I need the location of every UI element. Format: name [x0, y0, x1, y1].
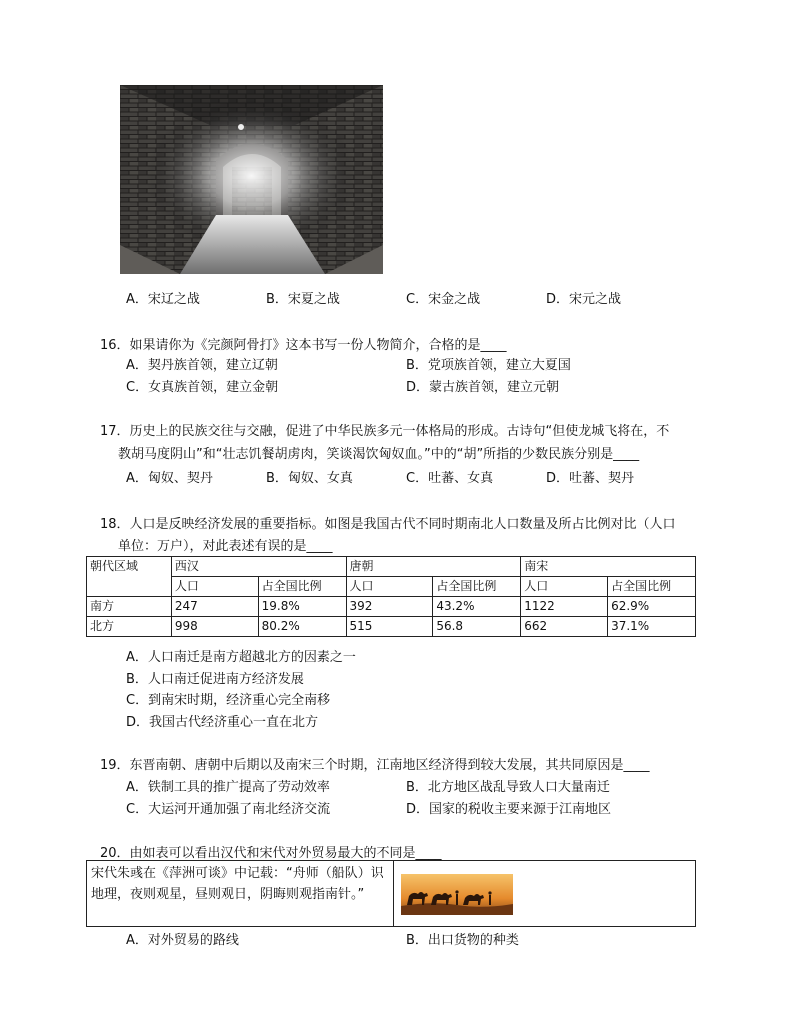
q17-option-b: B．匈奴、女真	[266, 471, 353, 486]
table-cell: 56.8	[433, 617, 521, 637]
q15-option-b: B．宋夏之战	[266, 292, 340, 307]
q19-option-d: D．国家的税收主要来源于江南地区	[406, 802, 612, 817]
q17-option-d: D．吐蕃、契丹	[546, 471, 635, 486]
table-cell: 998	[171, 617, 258, 637]
table-cell: 62.9%	[608, 597, 696, 617]
table-row	[87, 597, 696, 617]
q18-option-a: A．人口南迁是南方超越北方的因素之一	[126, 650, 356, 665]
column-header: 占全国比例	[258, 577, 346, 597]
dynasty-header: 西汉	[171, 557, 346, 577]
table-cell: 662	[521, 617, 608, 637]
table-cell: 19.8%	[258, 597, 346, 617]
column-header: 占全国比例	[608, 577, 696, 597]
q15-option-a: A．宋辽之战	[126, 292, 200, 307]
q17-stem-line1: 17．历史上的民族交往与交融，促进了中华民族多元一体格局的形成。古诗句“但使龙城飞将在，不	[100, 424, 670, 439]
row-header: 北方	[87, 617, 172, 637]
q19-option-b: B．北方地区战乱导致人口大量南迁	[406, 780, 610, 795]
table-row	[87, 617, 696, 637]
q16-stem: 16．如果请你为《完颜阿骨打》这本书写一份人物简介，合格的是____	[100, 338, 507, 353]
q20-quote: 宋代朱彧在《萍洲可谈》中记载：“舟师（船队）识地理，夜则观星，昼则观日，阴晦则观指南针。”	[91, 866, 384, 902]
q17-option-a: A．匈奴、契丹	[126, 471, 213, 486]
q17-stem-line2: 教胡马度阴山”和“壮志饥餐胡虏肉，笑谈渴饮匈奴血。”中的“胡”所指的少数民族分别是____	[118, 447, 640, 462]
q19-option-a: A．铁制工具的推广提高了劳动效率	[126, 780, 330, 795]
table-divider	[393, 861, 394, 926]
column-header: 人口	[521, 577, 608, 597]
table-cell: 1122	[521, 597, 608, 617]
column-header: 人口	[346, 577, 433, 597]
table-cell: 37.1%	[608, 617, 696, 637]
camel-caravan-image	[401, 874, 513, 915]
q15-option-d: D．宋元之战	[546, 292, 622, 307]
dynasty-header: 唐朝	[346, 557, 521, 577]
column-header: 人口	[171, 577, 258, 597]
q19-stem: 19．东晋南朝、唐朝中后期以及南宋三个时期，江南地区经济得到较大发展，其共同原因是____	[100, 758, 650, 773]
q20-material-table	[86, 860, 696, 927]
dynasty-header: 南宋	[521, 557, 696, 577]
table-cell: 392	[346, 597, 433, 617]
q20-option-a: A．对外贸易的路线	[126, 933, 239, 948]
tunnel-photo	[120, 85, 383, 274]
table-corner-header: 朝代区域	[87, 557, 172, 597]
q18-option-b: B．人口南迁促进南方经济发展	[126, 672, 304, 687]
q18-option-d: D．我国古代经济重心一直在北方	[126, 715, 319, 730]
q18-stem-line1: 18．人口是反映经济发展的重要指标。如图是我国古代不同时期南北人口数量及所占比例对比（人口	[100, 517, 676, 532]
q19-option-c: C．大运河开通加强了南北经济交流	[126, 802, 331, 817]
population-table	[86, 556, 696, 637]
q16-option-d: D．蒙古族首领，建立元朝	[406, 380, 560, 395]
q20-option-b: B．出口货物的种类	[406, 933, 519, 948]
q15-option-c: C．宋金之战	[406, 292, 481, 307]
table-cell: 43.2%	[433, 597, 521, 617]
row-header: 南方	[87, 597, 172, 617]
column-header: 占全国比例	[433, 577, 521, 597]
q18-option-c: C．到南宋时期，经济重心完全南移	[126, 693, 331, 708]
q16-option-a: A．契丹族首领，建立辽朝	[126, 358, 278, 373]
q18-stem-line2: 单位：万户），对此表述有误的是____	[118, 539, 333, 554]
q20-stem: 20．由如表可以看出汉代和宋代对外贸易最大的不同是____	[100, 846, 442, 861]
q16-option-b: B．党项族首领，建立大夏国	[406, 358, 571, 373]
table-cell: 515	[346, 617, 433, 637]
table-cell: 80.2%	[258, 617, 346, 637]
table-cell: 247	[171, 597, 258, 617]
q16-option-c: C．女真族首领，建立金朝	[126, 380, 279, 395]
q17-option-c: C．吐蕃、女真	[406, 471, 494, 486]
